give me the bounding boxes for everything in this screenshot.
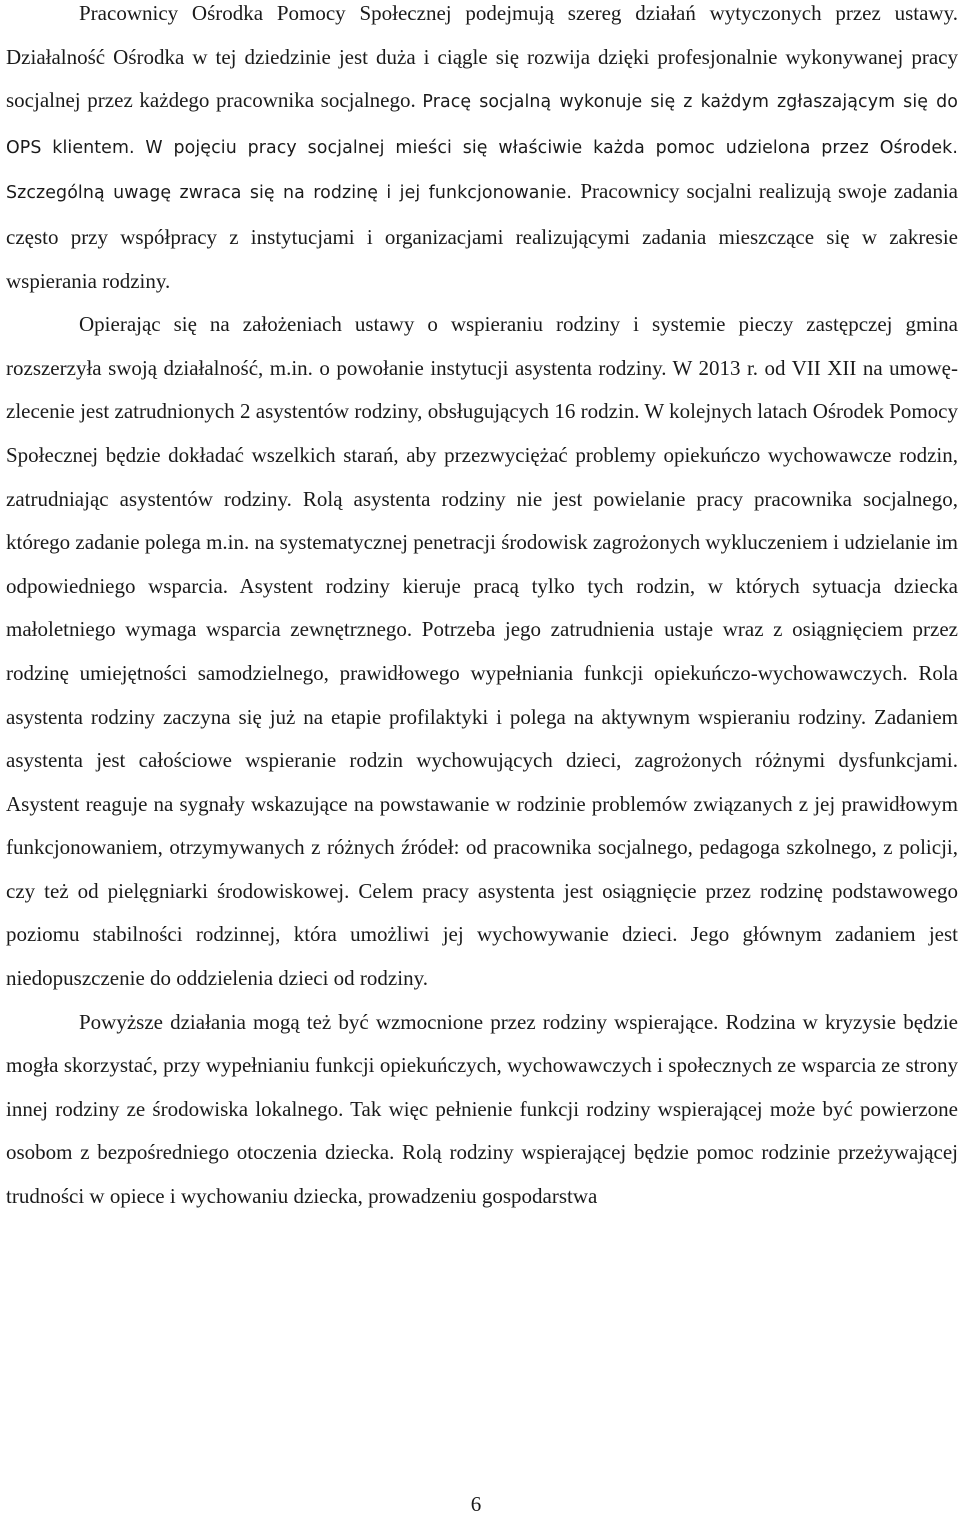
paragraph-ops-activities — [6, 0, 958, 303]
text-segment: Szczególną uwagę zwraca się na rodzinę i jej funkcjonowanie. — [6, 183, 581, 204]
text-segment: Pracownicy socjalni realizują swoje zadania często przy współpracy z instytucjami i organizacjami realizującymi zadania mieszczące się w zakresie wspierania rodziny. — [6, 179, 958, 293]
text-segment: Opierając się na założeniach ustawy o wspieraniu rodziny i systemie pieczy zastępczej gmina rozszerzyła swoją działalność, m.in. o powołanie instytucji asystenta rodziny. W 2013 r. od VII XII na umowę-zlecenie jest zatrudnionych 2 asystentów rodziny, obsługujących 16 rodzin. W kolejnych latach Ośrodek Pomocy Społecznej będzie dokładać wszelkich starań, aby przezwyciężać problemy opiekuńczo wychowawcze rodzin, zatrudniając asystentów rodziny. Rolą asystenta rodziny nie jest powielanie pracy pracownika socjalnego, którego zadanie polega m.in. na systematycznej penetracji środowisk zagrożonych wykluczeniem i udzielanie im odpowiedniego wsparcia. Asystent rodziny kieruje pracą tylko tych rodzin, w których sytuacja dziecka małoletniego wymaga wsparcia zewnętrznego. Potrzeba jego zatrudnienia ustaje wraz z osiągnięciem przez rodzinę umiejętności samodzielnego, prawidłowego wypełniania funkcji opiekuńczo-wychowawczych. Rola asystenta rodziny zaczyna się już na etapie profilaktyki i polega na aktywnym wspieraniu rodziny. Zadaniem asystenta jest całościowe wspieranie rodzin wychowujących dzieci, zagrożonych różnymi dysfunkcjami. Asystent reaguje na sygnały wskazujące na powstawanie w rodzinie problemów związanych z jej prawidłowym funkcjonowaniem, otrzymywanych z różnych źródeł: od pracownika socjalnego, pedagoga szkolnego, z policji, czy też od pielęgniarki środowiskowej. Celem pracy asystenta jest osiągnięcie przez rodzinę podstawowego poziomu stabilności rodzinnej, która umożliwi jej wychowywanie dzieci. Jego głównym zadaniem jest niedopuszczenie do oddzielenia dzieci od rodziny. — [6, 312, 958, 991]
paragraph-family-assistant — [6, 303, 958, 1001]
text-segment: Pracownicy Ośrodka Pomocy Społecznej podejmują szereg działań wytyczonych przez ustawy. Działalność Ośrodka w tej dziedzinie jest duża i ciągle się rozwija dzięki profesjonalnie wykonywanej pracy socjalnej przez każdego pracownika socjalnego. — [6, 1, 958, 113]
document-page — [6, 0, 958, 1515]
text-segment: W pojęciu pracy socjalnej mieści się właściwie każda pomoc udzielona przez Ośrodek. — [145, 137, 958, 158]
text-segment: Powyższe działania mogą też być wzmocnione przez rodziny wspierające. Rodzina w kryzysie będzie mogła skorzystać, przy wypełnianiu funkcji opiekuńczych, wychowawczych i społecznych ze wsparcia ze strony innej rodziny ze środowiska lokalnego. Tak więc pełnienie funkcji rodziny wspierającej może być powierzone osobom z bezpośredniego otoczenia dziecka. Rolą rodziny wspierającej będzie pomoc rodzinie przeżywającej trudności w opiece i wychowaniu dziecka, prowadzeniu gospodarstwa — [6, 1009, 958, 1209]
paragraph-supporting-families — [6, 1001, 958, 1219]
page-number: 6 — [470, 1492, 482, 1516]
text-segment: Pracę socjalną wykonuje się z każdym zgłaszającym się do OPS klientem. — [6, 92, 958, 158]
